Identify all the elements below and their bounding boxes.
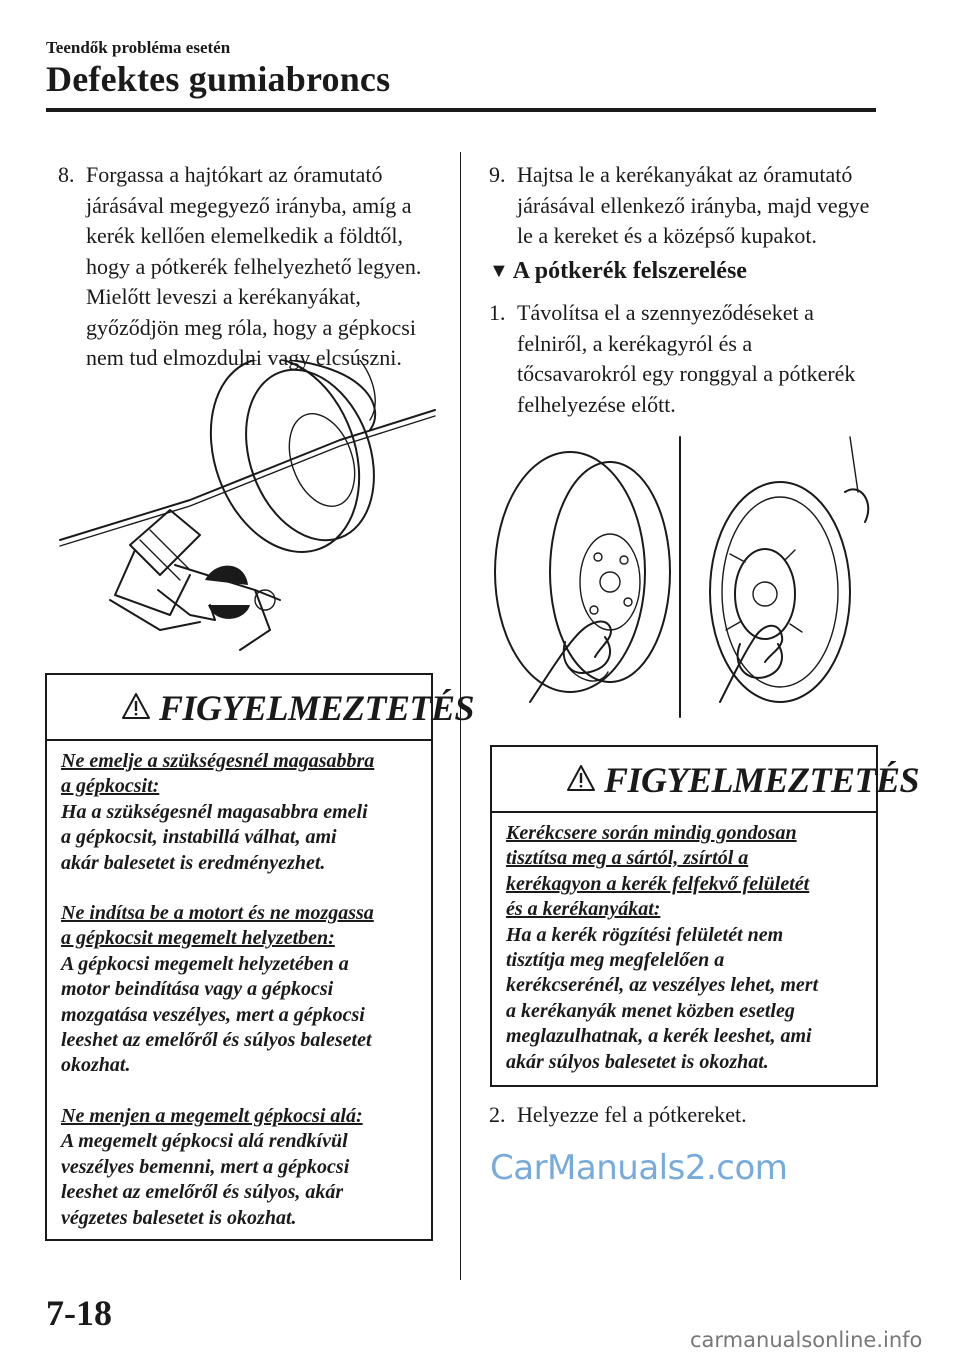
warning-heading-line: kerékagyon a kerék felfekvő felületét xyxy=(506,872,810,895)
warning-heading-line: tisztítsa meg a sártól, zsírtól a xyxy=(506,847,749,870)
step-8 xyxy=(58,160,448,374)
step-line: Forgassa a hajtókart az óramutató xyxy=(86,162,383,187)
step-line: Mielőtt leveszi a kerékanyákat, xyxy=(86,284,361,309)
title-rule xyxy=(46,108,876,112)
warning-text-line: tisztítja meg megfelelően a xyxy=(506,949,725,972)
step-line: járásával ellenkező irányba, majd vegye xyxy=(517,192,870,218)
warning-text-line: A gépkocsi megemelt helyzetében a xyxy=(61,952,349,975)
warning-text-line: veszélyes bemenni, mert a gépkocsi xyxy=(61,1155,350,1178)
step-line: járásával megegyező irányba, amíg a xyxy=(86,192,412,218)
step-line: felniről, a kerékagyról és a xyxy=(517,330,753,356)
warning-triangle-icon xyxy=(121,692,151,720)
warning-text-line: végzetes balesetet is okozhat. xyxy=(61,1206,297,1229)
warning-text-line: leeshet az emelőről és súlyos balesetet xyxy=(61,1029,372,1052)
warning-text-line: kerékcserénél, az veszélyes lehet, mert xyxy=(506,974,819,997)
warning-heading-line: a gépkocsit megemelt helyzetben: xyxy=(61,927,335,950)
warning-text-line: A megemelt gépkocsi alá rendkívül xyxy=(61,1130,348,1153)
warning-text-line: Ha a kerék rögzítési felületét nem xyxy=(506,923,784,946)
warning-text-line: a gépkocsit, instabillá válhat, ami xyxy=(61,826,337,849)
step-line: felhelyezése előtt. xyxy=(517,391,676,417)
step-line: Hajtsa le a kerékanyákat az óramutató xyxy=(517,162,853,187)
page-number: 7-18 xyxy=(46,1293,112,1333)
warning-heading-line: és a kerékanyákat: xyxy=(506,898,661,921)
warning-header xyxy=(492,747,920,813)
step-2 xyxy=(489,1100,889,1131)
warning-box xyxy=(490,745,920,1087)
page-title: Defektes gumiabroncs xyxy=(46,59,391,99)
step-number: 1. xyxy=(489,300,506,325)
warning-heading-line: Ne indítsa be a motort és ne mozgassa xyxy=(61,902,374,925)
step-number: 9. xyxy=(489,162,506,187)
warning-body xyxy=(47,741,431,1231)
step-line: győződjön meg róla, hogy a gépkocsi xyxy=(86,314,416,340)
warning-triangle-icon xyxy=(566,764,596,792)
step-line: Helyezze fel a pótkereket. xyxy=(517,1102,747,1127)
step-1 xyxy=(489,298,889,420)
footer-watermark: carmanualsonline.info xyxy=(690,1328,923,1352)
warning-heading-line: Kerékcsere során mindig gondosan xyxy=(506,822,797,844)
warning-text-line: motor beindítása vagy a gépkocsi xyxy=(61,978,334,1001)
warning-text-line: mozgatása veszélyes, mert a gépkocsi xyxy=(61,1003,365,1026)
warning-text-line: leeshet az emelőről és súlyos, akár xyxy=(61,1181,344,1204)
step-line: le a kereket és a középső kupakot. xyxy=(517,223,817,248)
warning-header xyxy=(47,675,475,741)
watermark-logo: CarManuals2.com xyxy=(490,1148,788,1188)
warning-text-line: akár balesetet is eredményezhet. xyxy=(61,851,326,874)
section-label: Teendők probléma esetén xyxy=(46,38,231,57)
step-line: nem tud elmozdulni vagy elcsúszni. xyxy=(86,345,402,370)
warning-body xyxy=(492,813,876,1075)
subheading xyxy=(489,258,747,285)
warning-text-line: akár súlyos balesetet is okozhat. xyxy=(506,1050,769,1073)
cleaning-illustration xyxy=(490,432,880,722)
warning-box xyxy=(45,673,475,1241)
step-number: 8. xyxy=(58,162,75,187)
step-9 xyxy=(489,160,889,252)
triangle-down-icon: ▼ xyxy=(489,260,509,282)
step-line: hogy a pótkerék felhelyezhető legyen. xyxy=(86,253,422,279)
warning-heading-line: a gépkocsit: xyxy=(61,775,160,798)
jack-illustration xyxy=(40,360,440,660)
step-line: Távolítsa el a szennyeződéseket a xyxy=(517,300,814,325)
warning-text-line: Ha a szükségesnél magasabbra emeli xyxy=(61,800,368,823)
step-number: 2. xyxy=(489,1102,506,1127)
warning-text-line: meglazulhatnak, a kerék leeshet, ami xyxy=(506,1025,812,1048)
warning-heading-line: Ne emelje a szükségesnél magasabbra xyxy=(61,750,375,772)
warning-title: FIGYELMEZTETÉS xyxy=(604,760,920,800)
step-line: tőcsavarokról egy ronggyal a pótkerék xyxy=(517,361,856,386)
step-line: kerék kellően elemelkedik a földtől, xyxy=(86,223,404,248)
warning-text-line: okozhat. xyxy=(61,1054,131,1077)
subheading-text: A pótkerék felszerelése xyxy=(512,258,747,284)
warning-title: FIGYELMEZTETÉS xyxy=(159,688,475,728)
warning-text-line: a kerékanyák menet közben esetleg xyxy=(506,999,795,1022)
warning-heading-line: Ne menjen a megemelt gépkocsi alá: xyxy=(61,1104,363,1127)
